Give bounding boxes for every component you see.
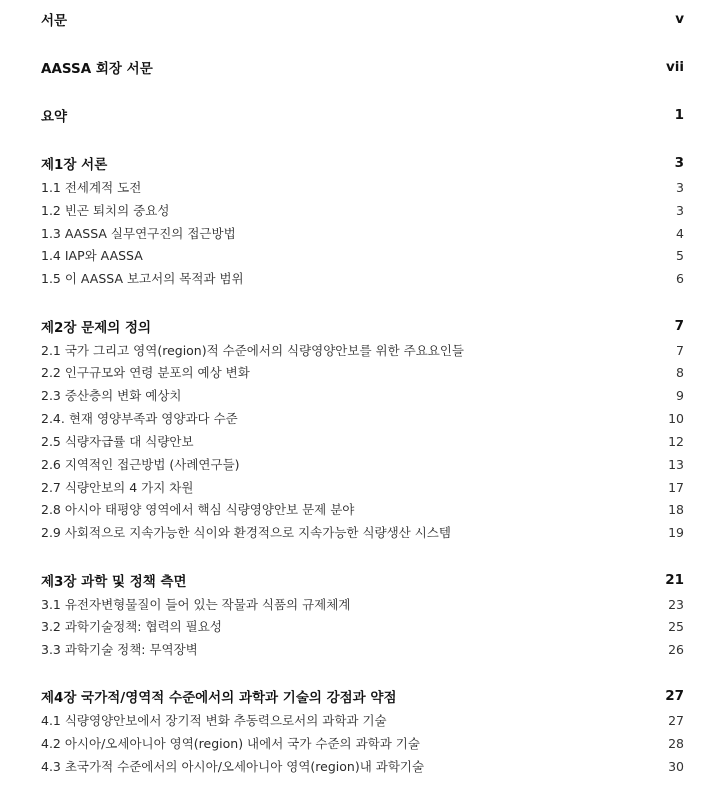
section-page: 3 (676, 179, 684, 195)
section-page: 3 (676, 202, 684, 218)
section-title: 2.6 지역적인 접근방법 (사례연구들) (41, 457, 240, 472)
section-title: 2.1 국가 그리고 영역(region)적 수준에서의 식량영양안보를 위한 주요요인들 (41, 343, 465, 358)
toc-section (41, 223, 684, 243)
toc-section (41, 362, 684, 382)
section-title: 1.3 AASSA 실무연구진의 접근방법 (41, 226, 236, 241)
toc-entry-page: 1 (674, 107, 684, 123)
chapter-page: 21 (665, 572, 684, 588)
section-page: 23 (668, 596, 684, 612)
section-title: 1.5 이 AASSA 보고서의 목적과 범위 (41, 271, 244, 286)
section-page: 25 (668, 618, 684, 634)
toc-entry-page: v (675, 11, 684, 27)
toc-section (41, 245, 684, 265)
section-page: 7 (676, 342, 684, 358)
toc-chapter-4 (41, 686, 684, 706)
section-title: 4.1 식량영양안보에서 장기적 변화 추동력으로서의 과학과 기술 (41, 713, 387, 728)
section-page: 12 (668, 433, 684, 449)
section-title: 4.2 아시아/오세아니아 영역(region) 내에서 국가 수준의 과학과 기술 (41, 736, 420, 751)
toc-section (41, 710, 684, 730)
section-title: 1.2 빈곤 퇴치의 중요성 (41, 203, 170, 218)
toc-section (41, 499, 684, 519)
section-title: 1.4 IAP와 AASSA (41, 248, 143, 263)
chapter-title: 제4장 국가적/영역적 수준에서의 과학과 기술의 강점과 약점 (41, 690, 397, 706)
section-page: 17 (668, 479, 684, 495)
toc-entry-page: vii (665, 59, 684, 75)
toc-section (41, 639, 684, 659)
toc-entry-title: 서문 (41, 13, 68, 29)
toc-chapter-1 (41, 153, 684, 173)
toc-chapter-3 (41, 570, 684, 590)
section-title: 2.5 식량자급률 대 식량안보 (41, 434, 194, 449)
toc-section (41, 177, 684, 197)
chapter-page: 7 (674, 318, 684, 334)
section-title: 2.8 아시아 태평양 영역에서 핵심 식량영양안보 문제 분야 (41, 502, 355, 517)
section-page: 6 (676, 270, 684, 286)
toc-section (41, 431, 684, 451)
section-page: 28 (668, 735, 684, 751)
chapter-title: 제2장 문제의 정의 (41, 320, 152, 336)
toc-entry-summary (41, 105, 684, 125)
section-title: 2.7 식량안보의 4 가지 차원 (41, 480, 194, 495)
section-page: 13 (668, 456, 684, 472)
section-page: 27 (668, 712, 684, 728)
section-page: 18 (668, 501, 684, 517)
section-title: 4.3 초국가적 수준에서의 아시아/오세아니아 영역(region)내 과학기술 (41, 759, 425, 774)
toc-section (41, 522, 684, 542)
section-page: 30 (668, 758, 684, 774)
section-title: 3.3 과학기술 정책: 무역장벽 (41, 642, 198, 657)
chapter-title: 제3장 과학 및 정책 측면 (41, 574, 187, 590)
section-page: 8 (676, 364, 684, 380)
section-page: 26 (668, 641, 684, 657)
section-title: 3.1 유전자변형물질이 들어 있는 작물과 식품의 규제체계 (41, 597, 351, 612)
toc-section (41, 268, 684, 288)
chapter-page: 3 (674, 155, 684, 171)
toc-section (41, 477, 684, 497)
section-title: 2.9 사회적으로 지속가능한 식이와 환경적으로 지속가능한 식량생산 시스템 (41, 525, 451, 540)
section-title: 2.2 인구규모와 연령 분포의 예상 변화 (41, 365, 250, 380)
chapter-page: 27 (665, 688, 684, 704)
toc-chapter-2 (41, 316, 684, 336)
section-title: 3.2 과학기술정책: 협력의 필요성 (41, 619, 222, 634)
toc-entry-title: 요약 (41, 109, 68, 125)
toc-section (41, 385, 684, 405)
toc-section (41, 200, 684, 220)
toc-section (41, 340, 684, 360)
toc-entry-president-preface (41, 57, 684, 77)
section-page: 4 (676, 225, 684, 241)
toc-entry-title: AASSA 회장 서문 (41, 61, 153, 77)
toc-section (41, 454, 684, 474)
section-page: 5 (676, 247, 684, 263)
section-title: 1.1 전세계적 도전 (41, 180, 142, 195)
section-title: 2.3 중산층의 변화 예상치 (41, 388, 182, 403)
section-page: 19 (668, 524, 684, 540)
toc-section (41, 616, 684, 636)
toc-entry-preface (41, 9, 684, 29)
section-page: 9 (676, 387, 684, 403)
toc-section (41, 756, 684, 776)
toc-section (41, 408, 684, 428)
chapter-title: 제1장 서론 (41, 157, 108, 173)
section-title: 2.4. 현재 영양부족과 영양과다 수준 (41, 411, 238, 426)
section-page: 10 (668, 410, 684, 426)
toc-section (41, 733, 684, 753)
toc-section (41, 594, 684, 614)
